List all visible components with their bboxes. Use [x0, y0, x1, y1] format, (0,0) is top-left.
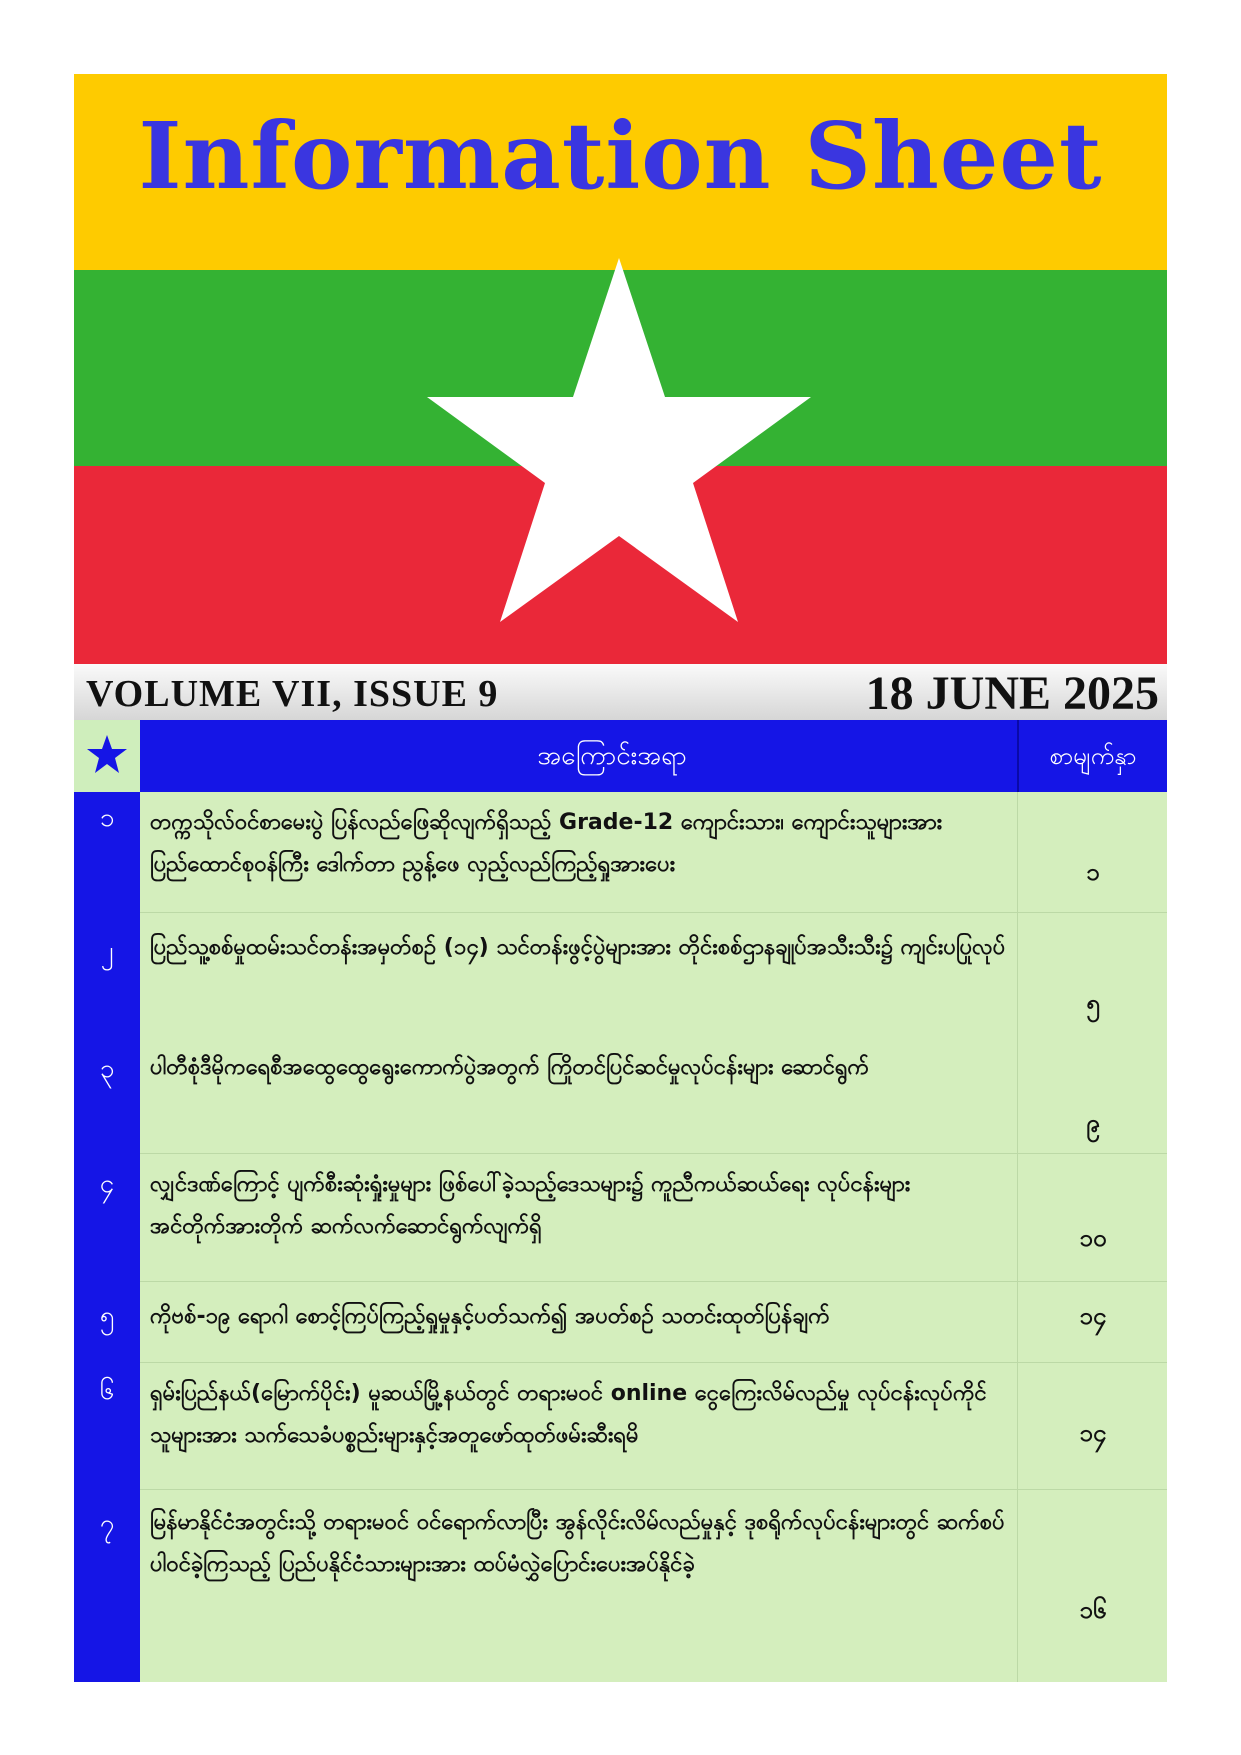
row-title: လျှင်ဒဏ်ကြောင့် ပျက်စီးဆုံးရှုံးမှုများ ဖြစ်ပေါ်ခဲ့သည့်ဒေသများ၌ ကူညီကယ်ဆယ်ရေး လုပ်ငန်းများ အင်တိုက်အားတိုက် ဆက်လက်ဆောင်ရွက်လျက်ရှိ [150, 1172, 911, 1239]
issue-bar [74, 664, 1167, 720]
table-row [74, 1154, 1167, 1281]
issue-date: 18 JUNE 2025 [865, 667, 1159, 720]
volume-label: VOLUME VII, ISSUE 9 [86, 673, 499, 715]
header-topic: အကြောင်းအရာ [537, 741, 687, 771]
page-title: Information Sheet [138, 102, 1103, 210]
row-number: ၃ [99, 1054, 115, 1084]
header-star-cell [74, 720, 140, 792]
row-number: ၅ [99, 1301, 115, 1331]
row-number: ၇ [99, 1509, 115, 1539]
contents-header [74, 720, 1167, 792]
row-page: ၁၀ [1079, 1224, 1107, 1252]
table-row [74, 1027, 1167, 1153]
row-number: ၄ [99, 1169, 115, 1199]
row-title: ပြည်သူ့စစ်မှုထမ်းသင်တန်းအမှတ်စဉ် (၁၄) သင်တန်းဖွင့်ပွဲများအား တိုင်းစစ်ဌာနချုပ်အသီးသီး၌ ကျင်းပပြုလုပ် [150, 935, 1006, 960]
row-title: တက္ကသိုလ်ဝင်စာမေးပွဲ ပြန်လည်ဖြေဆိုလျက်ရှိသည့် Grade-12 ကျောင်းသား၊ ကျောင်းသူများအား ပြည်ထောင်စုဝန်ကြီး ဒေါက်တာ ညွန့်ဖေ လှည့်လည်ကြည့်ရှုအားပေး [150, 810, 943, 877]
table-row [74, 1490, 1167, 1682]
row-number: ၆ [99, 1376, 115, 1406]
row-title: မြန်မာနိုင်ငံအတွင်းသို့ တရားမဝင် ဝင်ရောက်လာပြီး အွန်လိုင်းလိမ်လည်မှုနှင့် ဒုစရိုက်လုပ်ငန်းများတွင် ဆက်စပ်ပါဝင်ခဲ့ကြသည့် ပြည်ပနိုင်ငံသားများအား ထပ်မံလွှဲပြောင်းပေးအပ်နိုင်ခဲ့ [150, 1510, 1005, 1577]
star-icon [86, 734, 128, 776]
row-page: ၁၄ [1079, 1302, 1107, 1330]
row-number: ၁ [99, 803, 115, 833]
row-title: ပါတီစုံဒီမိုကရေစီအထွေထွေရွေးကောက်ပွဲအတွက် ကြိုတင်ပြင်ဆင်မှုလုပ်ငန်းများ ဆောင်ရွက် [150, 1055, 870, 1080]
row-page: ၅ [1086, 989, 1100, 1017]
row-title: ကိုဗစ်-၁၉ ရောဂါ စောင့်ကြပ်ကြည့်ရှုမှုနှင့်ပတ်သက်၍ အပတ်စဉ် သတင်းထုတ်ပြန်ချက် [150, 1304, 830, 1329]
table-row [74, 792, 1167, 912]
table-row [74, 913, 1167, 1027]
row-page: ၁၄ [1079, 1419, 1107, 1447]
row-page: ၁ [1086, 858, 1100, 886]
header-page: စာမျက်နှာ [1049, 742, 1137, 770]
table-row [74, 1282, 1167, 1362]
row-page: ၉ [1086, 1109, 1100, 1137]
contents-table [74, 720, 1167, 1682]
table-row [74, 1363, 1167, 1489]
row-page: ၁၆ [1079, 1596, 1107, 1624]
row-number: ၂ [100, 936, 114, 966]
cover-banner [74, 74, 1167, 664]
row-title: ရှမ်းပြည်နယ်(မြောက်ပိုင်း) မူဆယ်မြို့နယ်တွင် တရားမဝင် online ငွေကြေးလိမ်လည်မှု လုပ်ငန်းလုပ်ကိုင်သူများအား သက်သေခံပစ္စည်းများနှင့်အတူဖော်ထုတ်ဖမ်းဆီးရမိ [150, 1381, 987, 1448]
